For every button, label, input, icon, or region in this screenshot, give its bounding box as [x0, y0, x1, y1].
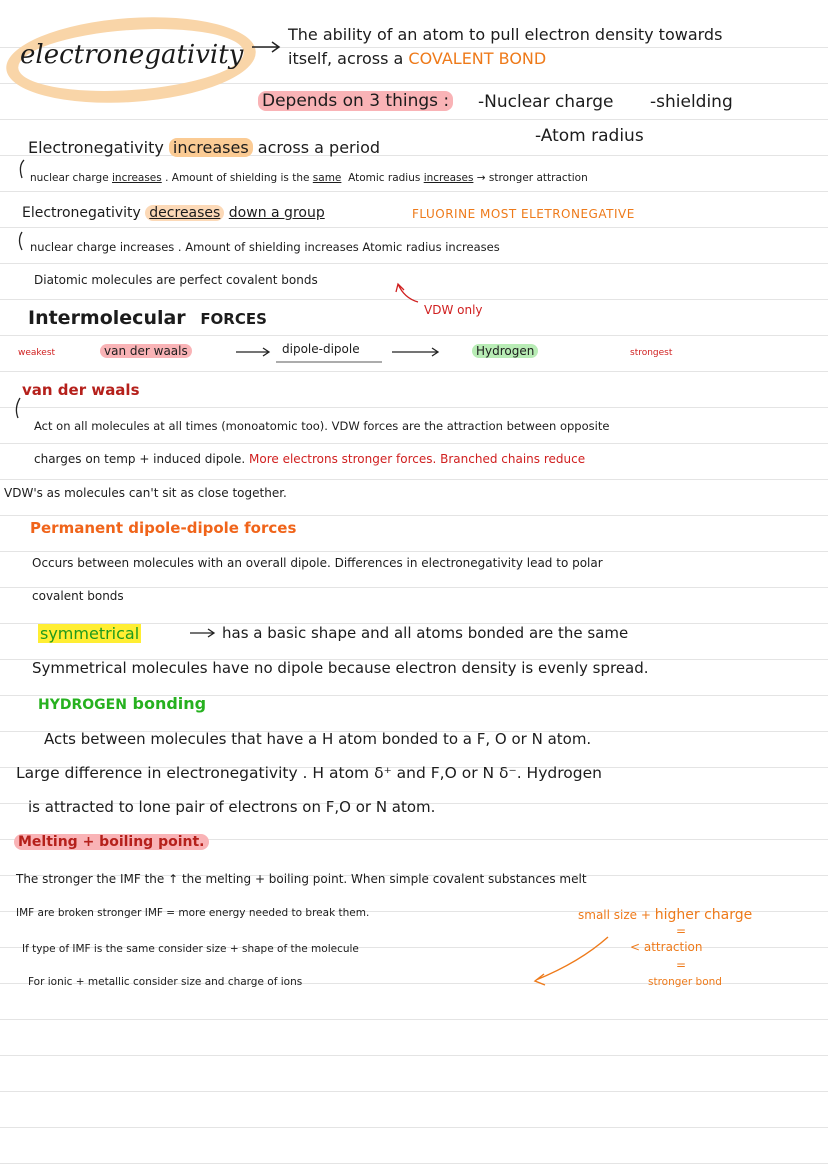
group-trend-label: Electronegativity	[22, 205, 141, 221]
hydrogen-line-2: Large difference in electronegativity . H atom δ⁺ and F,O or N δ⁻. Hydrogen	[16, 764, 602, 782]
period-arrow-icon: →	[476, 172, 486, 184]
melting-heading-label: Melting + boiling point.	[14, 834, 209, 850]
side-note-1b: higher charge	[654, 907, 753, 923]
covalent-bond-label: COVALENT BOND	[408, 49, 547, 68]
hydrogen-heading-2: bonding	[132, 694, 207, 713]
melting-line-3: If type of IMF is the same consider size + shape of the molecule	[22, 943, 359, 955]
depends-text: Depends on 3 things :	[258, 91, 453, 111]
factor-shielding: -shielding	[650, 92, 733, 112]
dipole-line-3: has a basic shape and all atoms bonded are the same	[222, 624, 629, 642]
vdw-line-2	[34, 452, 585, 466]
imf-vdw	[100, 344, 192, 358]
fluorine-note: FLUORINE MOST ELETRONEGATIVE	[412, 207, 635, 221]
imf-vdw-label: van der waals	[100, 344, 192, 358]
group-bracket-icon	[20, 232, 23, 250]
period-detail-3: Atomic radius	[348, 172, 421, 184]
strongest-label: strongest	[630, 348, 673, 358]
depends-label	[258, 91, 453, 111]
period-trend	[28, 138, 380, 157]
definition-line-2	[288, 49, 546, 68]
side-eq-2: =	[676, 958, 687, 972]
period-detail-1b: increases	[112, 172, 162, 184]
symmetrical-line	[38, 624, 141, 643]
side-eq-1: =	[676, 924, 687, 938]
period-detail	[30, 172, 588, 185]
symmetrical-arrow-icon	[190, 629, 214, 637]
definition-line-2-text: itself, across a	[288, 49, 404, 68]
period-detail-2: . Amount of shielding is the	[165, 172, 310, 184]
arrow-vdw-dipole-icon	[236, 348, 269, 356]
period-bracket-icon	[20, 160, 24, 178]
vdw-only-note: VDW only	[424, 303, 483, 317]
dipole-line-1: Occurs between molecules with an overall dipole. Differences in electronegativity lead to polar	[32, 556, 603, 570]
dipole-line-2: covalent bonds	[32, 589, 124, 603]
imf-dipole: dipole-dipole	[282, 342, 360, 356]
melting-line-2: IMF are broken stronger IMF = more energy needed to break them.	[16, 907, 370, 919]
hydrogen-heading-1: HYDROGEN	[38, 697, 127, 713]
hydrogen-line-1: Acts between molecules that have a H atom bonded to a F, O or N atom.	[44, 730, 592, 748]
imf-heading-1: Intermolecular	[28, 307, 186, 329]
period-trend-label: Electronegativity	[28, 138, 164, 157]
imf-hydrogen-label: Hydrogen	[472, 344, 538, 358]
page-title: electronegativity	[20, 40, 244, 70]
weakest-label: weakest	[18, 348, 56, 358]
side-note-3: stronger bond	[648, 976, 722, 988]
vdw-line-2a: charges on temp + induced dipole.	[34, 452, 246, 466]
melting-heading	[14, 834, 209, 851]
melting-line-1: The stronger the IMF the ↑ the melting + boiling point. When simple covalent substances melt	[16, 872, 587, 886]
vdw-bracket-icon	[16, 398, 20, 418]
dipole-line-4: Symmetrical molecules have no dipole because electron density is evenly spread.	[32, 659, 649, 677]
period-detail-2b: same	[312, 172, 342, 184]
group-detail: nuclear charge increases . Amount of shielding increases Atomic radius increases	[30, 240, 500, 254]
factor-nuclear-charge: -Nuclear charge	[478, 92, 614, 112]
symmetrical-label: symmetrical	[40, 624, 140, 643]
period-detail-1: nuclear charge	[30, 172, 109, 184]
group-trend	[22, 205, 325, 222]
title-arrow-icon	[252, 42, 279, 52]
side-note-1a: small size +	[578, 908, 651, 922]
decreases-highlight: decreases	[145, 205, 224, 221]
imf-heading-2: FORCES	[200, 310, 267, 328]
vdw-heading: van der waals	[22, 381, 140, 399]
period-detail-3b: increases	[423, 172, 474, 184]
factor-atom-radius: -Atom radius	[535, 126, 644, 146]
imf-heading	[28, 307, 267, 330]
period-trend-rest: across a period	[257, 138, 381, 157]
vdw-line-2b: More electrons stronger forces.	[249, 452, 437, 466]
curved-arrow-icon	[535, 937, 608, 985]
group-trend-rest: down a group	[228, 205, 325, 221]
melting-line-4: For ionic + metallic consider size and charge of ions	[28, 976, 303, 988]
side-note-2: < attraction	[630, 940, 703, 954]
vdw-line-1: Act on all molecules at all times (monoatomic too). VDW forces are the attraction between opposite	[34, 419, 610, 433]
imf-hydrogen	[472, 344, 538, 358]
hydrogen-heading	[38, 694, 206, 714]
side-note-1	[578, 907, 752, 924]
arrow-dipole-hydrogen-icon	[392, 348, 438, 356]
period-detail-4: stronger attraction	[488, 172, 588, 184]
vdw-line-3: VDW's as molecules can't sit as close together.	[4, 486, 287, 500]
dipole-heading: Permanent dipole-dipole forces	[30, 519, 297, 537]
vdw-only-arrow-icon	[396, 284, 418, 302]
hydrogen-line-3: is attracted to lone pair of electrons on F,O or N atom.	[28, 798, 436, 816]
increases-highlight: increases	[169, 138, 253, 157]
vdw-line-2c: Branched chains reduce	[440, 452, 586, 466]
diatomic-note: Diatomic molecules are perfect covalent bonds	[34, 273, 318, 287]
definition-line-1: The ability of an atom to pull electron density towards	[288, 25, 723, 44]
